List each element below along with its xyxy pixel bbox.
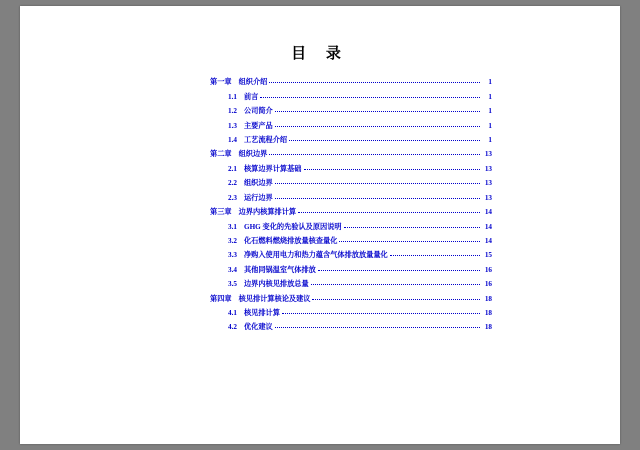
toc-entry-page-number: 13	[484, 193, 492, 202]
toc-entry-page-number: 16	[484, 265, 492, 274]
toc-entry-number: 2.3	[228, 193, 237, 202]
toc-entry[interactable]	[210, 79, 492, 87]
toc-entry-number: 2.1	[228, 164, 237, 173]
toc-entry-number: 4.2	[228, 323, 237, 332]
toc-entry-number: 1.1	[228, 92, 237, 101]
toc-entry[interactable]	[210, 295, 492, 303]
toc-entry-number: 3.2	[228, 236, 237, 245]
toc-entry-label: 工艺流程介绍	[243, 136, 288, 144]
toc-entry-page-number: 18	[484, 309, 492, 318]
toc-leader-dots	[312, 294, 480, 299]
toc-entry-page-number: 16	[484, 280, 492, 289]
toc-entry-label: 运行边界	[243, 193, 273, 202]
toc-leader-dots	[275, 179, 480, 184]
toc-leader-dots	[311, 280, 480, 285]
toc-entry-label: 核见排计算核论及建议	[238, 294, 311, 303]
toc-entry-page-number: 1	[488, 107, 492, 116]
page-content	[20, 42, 620, 444]
toc-leader-dots	[339, 237, 480, 242]
toc-entry-page-number: 1	[488, 136, 492, 144]
toc-entry-number: 第二章	[210, 150, 232, 159]
toc-entry-label: 化石燃料燃烧排放量核查量化	[243, 236, 338, 245]
toc-entry[interactable]	[228, 180, 492, 188]
toc-entry-label: 公司简介	[243, 107, 273, 116]
toc-entry-number: 2.2	[228, 179, 237, 188]
toc-entry-label: 核算边界计算基础	[243, 164, 302, 173]
toc-entry-number: 3.3	[228, 251, 237, 260]
toc-entry-page-number: 1	[488, 121, 492, 130]
toc-entry-number: 1.2	[228, 107, 237, 116]
toc-entry[interactable]	[228, 238, 492, 246]
toc-entry-number: 第一章	[210, 78, 232, 87]
toc-entry-page-number: 18	[484, 294, 492, 303]
toc-entry[interactable]	[228, 324, 492, 332]
toc-leader-dots	[269, 150, 480, 155]
toc-entry-page-number: 18	[484, 323, 492, 332]
toc-leader-dots	[269, 78, 480, 83]
toc-entry-page-number: 13	[484, 164, 492, 173]
toc-leader-dots	[318, 265, 480, 270]
toc-entry[interactable]	[228, 223, 492, 231]
toc-leader-dots	[275, 107, 480, 112]
toc-entry[interactable]	[228, 122, 492, 130]
toc-leader-dots	[260, 92, 480, 97]
toc-entry-page-number: 1	[488, 78, 492, 87]
toc-entry[interactable]	[228, 93, 492, 101]
toc-leader-dots	[344, 222, 480, 227]
toc-entry-label: 组织边界	[243, 179, 273, 188]
toc-leader-dots	[275, 121, 480, 126]
toc-entry[interactable]	[228, 281, 492, 289]
toc-entry-label: GHG 变化的先验认及原因说明	[243, 222, 342, 231]
document-page	[20, 6, 620, 444]
toc-entry-label: 前言	[243, 92, 259, 101]
toc-entry-label: 其他同锅温室气体排放	[243, 265, 316, 274]
toc-leader-dots	[390, 251, 480, 256]
toc-entry-number: 4.1	[228, 309, 237, 318]
toc-entry[interactable]	[228, 108, 492, 116]
toc-entry-number: 3.1	[228, 222, 237, 231]
toc-entry-label: 边界内核算排计算	[238, 208, 297, 217]
toc-entry-page-number: 14	[484, 208, 492, 217]
toc-leader-dots	[282, 309, 480, 314]
toc-entry-number: 3.4	[228, 265, 237, 274]
toc-entry-number: 1.4	[228, 136, 237, 144]
toc-entry-number: 1.3	[228, 121, 237, 130]
toc-entry[interactable]	[228, 310, 492, 318]
toc-entry-page-number: 1	[488, 92, 492, 101]
toc-entry[interactable]	[228, 137, 492, 145]
toc-entry-number: 第四章	[210, 294, 232, 303]
toc-entry-label: 主要产品	[243, 121, 273, 130]
toc-entry[interactable]	[210, 209, 492, 217]
toc-leader-dots	[289, 136, 480, 141]
toc-entry-page-number: 14	[484, 222, 492, 231]
toc-entry-label: 净购入使用电力和热力蕴含气体排放放量量化	[243, 251, 388, 260]
table-of-contents	[20, 79, 620, 332]
toc-entry-number: 第三章	[210, 208, 232, 217]
toc-entry-page-number: 14	[484, 236, 492, 245]
toc-leader-dots	[298, 208, 480, 213]
toc-entry[interactable]	[228, 194, 492, 202]
page-title: 目 录	[291, 46, 349, 62]
toc-leader-dots	[275, 323, 480, 328]
toc-entry-label: 核见排计算	[243, 309, 280, 318]
toc-entry[interactable]	[228, 252, 492, 260]
toc-entry-label: 边界内核见排放总量	[243, 280, 309, 289]
toc-entry[interactable]	[228, 266, 492, 274]
toc-entry-page-number: 13	[484, 150, 492, 159]
toc-leader-dots	[304, 165, 481, 170]
toc-entry-page-number: 15	[484, 251, 492, 260]
toc-entry-number: 3.5	[228, 280, 237, 289]
toc-entry[interactable]	[210, 151, 492, 159]
toc-entry-label: 组织边界	[238, 150, 268, 159]
toc-entry-label: 组织介绍	[238, 78, 268, 87]
toc-entry-page-number: 13	[484, 179, 492, 188]
toc-leader-dots	[275, 193, 480, 198]
toc-entry[interactable]	[228, 166, 492, 174]
toc-entry-label: 优化建议	[243, 323, 273, 332]
